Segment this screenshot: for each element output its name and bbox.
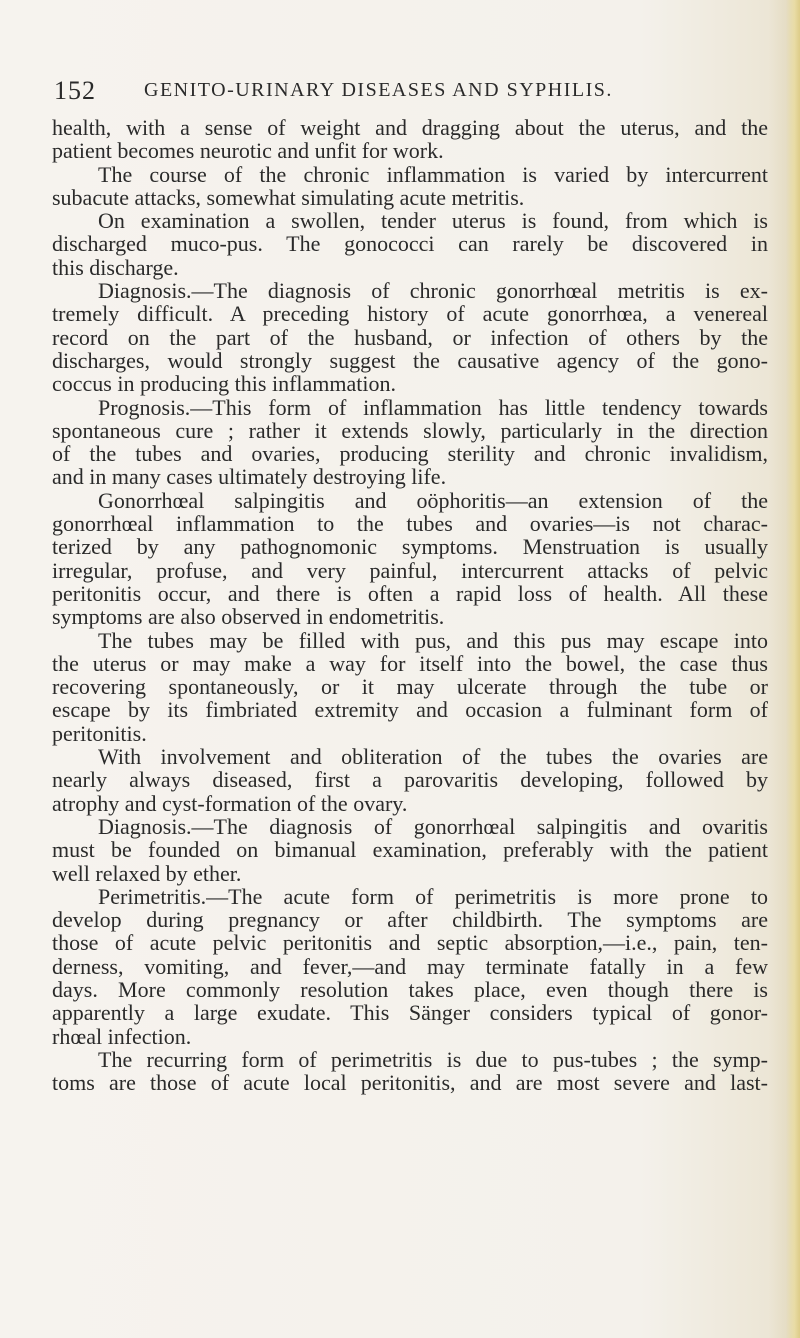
text-line: health, with a sense of weight and dragging about the uterus, and the	[52, 115, 768, 140]
text-line: recovering spontaneously, or it may ulcerate through the tube or	[52, 674, 768, 700]
page-edge-shading	[786, 0, 800, 1338]
text-line: Diagnosis.—The diagnosis of chronic gonorrhœal metritis is ex-	[98, 278, 768, 304]
page-header	[54, 76, 734, 108]
text-line: rhœal infection.	[52, 1023, 192, 1049]
text-line: the uterus or may make a way for itself into the bowel, the case thus	[52, 650, 768, 676]
body-text	[52, 116, 768, 1094]
text-line: peritonitis.	[52, 720, 147, 746]
text-line: The tubes may be filled with pus, and this pus may escape into	[98, 627, 768, 653]
text-line: peritonitis occur, and there is often a rapid loss of health. All these	[52, 580, 768, 606]
text-line: patient becomes neurotic and unfit for work.	[52, 138, 444, 164]
text-line: Diagnosis.—The diagnosis of gonorrhœal salpingitis and ovaritis	[98, 813, 768, 839]
text-line: days. More commonly resolution takes place, even though there is	[52, 976, 768, 1002]
text-line: derness, vomiting, and fever,—and may terminate fatally in a few	[52, 953, 768, 979]
text-line: tremely difficult. A preceding history of acute gonorrhœa, a venereal	[52, 301, 768, 327]
text-line: symptoms are also observed in endometritis.	[52, 604, 445, 630]
text-line: Perimetritis.—The acute form of perimetritis is more prone to	[98, 883, 768, 909]
text-line: nearly always diseased, first a parovaritis developing, followed by	[52, 767, 768, 793]
text-line: atrophy and cyst-formation of the ovary.	[52, 790, 408, 816]
text-line: apparently a large exudate. This Sänger considers typical of gonor-	[52, 1000, 768, 1026]
text-line: well relaxed by ether.	[52, 860, 242, 886]
text-line: subacute attacks, somewhat simulating acute metritis.	[52, 184, 525, 210]
text-line: irregular, profuse, and very painful, intercurrent attacks of pelvic	[52, 557, 768, 583]
text-line: Prognosis.—This form of inflammation has little tendency towards	[98, 394, 768, 420]
text-line: coccus in producing this inflammation.	[52, 371, 396, 397]
text-line: The course of the chronic inflammation is varied by intercurrent	[98, 161, 768, 187]
text-line: develop during pregnancy or after childbirth. The symptoms are	[52, 907, 768, 933]
text-line: those of acute pelvic peritonitis and septic absorption,—i.e., pain, ten-	[52, 930, 768, 956]
text-line: toms are those of acute local peritonitis, and are most severe and last-	[52, 1070, 768, 1096]
text-line: spontaneous cure ; rather it extends slowly, particularly in the direction	[52, 417, 768, 443]
text-line: this discharge.	[52, 254, 179, 280]
text-line: Gonorrhœal salpingitis and oöphoritis—an extension of the	[98, 487, 768, 513]
text-line: gonorrhœal inflammation to the tubes and ovaries—is not charac-	[52, 511, 768, 537]
text-line: record on the part of the husband, or infection of others by the	[52, 324, 768, 350]
text-line: discharges, would strongly suggest the causative agency of the gono-	[52, 347, 768, 373]
text-line: On examination a swollen, tender uterus is found, from which is	[98, 208, 768, 234]
text-line: terized by any pathognomonic symptoms. Menstruation is usually	[52, 534, 768, 560]
text-line: discharged muco-pus. The gonococci can rarely be discovered in	[52, 231, 768, 257]
text-line: With involvement and obliteration of the tubes the ovaries are	[98, 744, 768, 770]
text-line: must be founded on bimanual examination, preferably with the patient	[52, 837, 768, 863]
text-line: and in many cases ultimately destroying life.	[52, 464, 447, 490]
text-line: of the tubes and ovaries, producing sterility and chronic invalidism,	[52, 441, 768, 467]
page-number: 152	[54, 76, 96, 105]
text-line: The recurring form of perimetritis is due to pus-tubes ; the symp-	[98, 1046, 768, 1072]
text-line: escape by its fimbriated extremity and occasion a fulminant form of	[52, 697, 768, 723]
running-title: GENITO-URINARY DISEASES AND SYPHILIS.	[144, 79, 613, 101]
